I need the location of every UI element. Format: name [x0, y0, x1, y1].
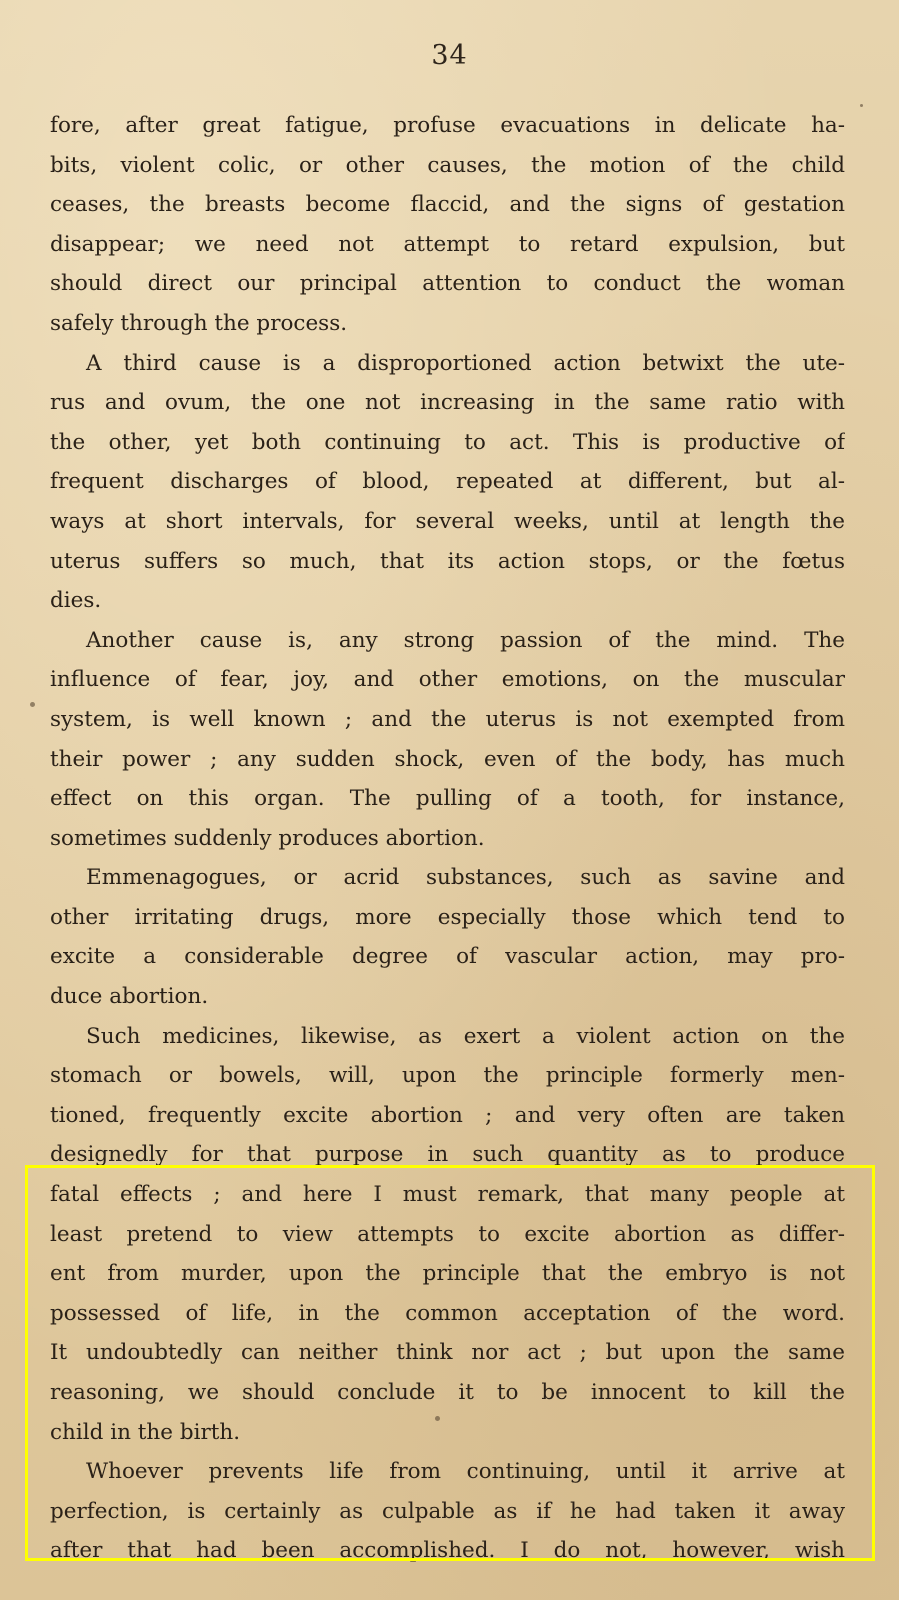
text-line: rus and ovum, the one not increasing in the same ratio with	[50, 390, 845, 416]
text-line: least pretend to view attempts to excite abortion as differ-	[50, 1221, 845, 1247]
text-line: stomach or bowels, will, upon the principle formerly men-	[50, 1063, 845, 1089]
text-line: ways at short intervals, for several weeks, until at length the	[50, 508, 845, 534]
paragraph-start-line: Such medicines, likewise, as exert a violent action on the	[86, 1023, 845, 1049]
text-line: the other, yet both continuing to act. This is productive of	[50, 429, 845, 455]
paragraph-start-line: Another cause is, any strong passion of the mind. The	[86, 627, 845, 653]
text-line: system, is well known ; and the uterus is not exempted from	[50, 706, 845, 732]
body-text	[50, 106, 845, 1571]
text-line: designedly for that purpose in such quantity as to produce	[50, 1142, 845, 1168]
text-line: after that had been accomplished. I do not, however, wish	[50, 1538, 845, 1564]
text-line: perfection, is certainly as culpable as if he had taken it away	[50, 1498, 845, 1524]
paragraph-start-line: A third cause is a disproportioned action betwixt the ute-	[86, 350, 845, 376]
text-line: tioned, frequently excite abortion ; and very often are taken	[50, 1102, 845, 1128]
text-line: ent from murder, upon the principle that the embryo is not	[50, 1261, 845, 1287]
text-line: sometimes suddenly produces abortion.	[50, 825, 485, 851]
ink-speck	[860, 104, 863, 107]
text-line: dies.	[50, 588, 102, 614]
text-line: should direct our principal attention to conduct the woman	[50, 271, 845, 297]
text-line: bits, violent colic, or other causes, the motion of the child	[50, 152, 845, 178]
ink-speck	[30, 702, 35, 707]
text-line: excite a considerable degree of vascular action, may pro-	[50, 944, 845, 970]
text-line: effect on this organ. The pulling of a tooth, for instance,	[50, 786, 845, 812]
text-line: fore, after great fatigue, profuse evacuations in delicate ha-	[50, 113, 845, 138]
ink-speck	[435, 1416, 440, 1421]
text-line: influence of fear, joy, and other emotions, on the muscular	[50, 667, 845, 693]
text-line: ceases, the breasts become flaccid, and the signs of gestation	[50, 192, 845, 218]
text-line: disappear; we need not attempt to retard expulsion, but	[50, 231, 845, 257]
text-line: fatal effects ; and here I must remark, that many people at	[50, 1182, 845, 1208]
text-line: possessed of life, in the common acceptation of the word.	[50, 1300, 845, 1326]
text-line: other irritating drugs, more especially those which tend to	[50, 904, 845, 930]
page-number: 34	[431, 40, 468, 71]
text-line: It undoubtedly can neither think nor act ; but upon the same	[50, 1340, 845, 1366]
text-line: uterus suffers so much, that its action stops, or the fœtus	[50, 548, 845, 574]
paragraph-start-line: Whoever prevents life from continuing, until it arrive at	[86, 1459, 845, 1485]
paragraph-start-line: Emmenagogues, or acrid substances, such as savine and	[86, 865, 845, 891]
text-line: frequent discharges of blood, repeated at different, but al-	[50, 469, 845, 495]
text-line: safely through the process.	[50, 310, 348, 336]
text-line: duce abortion.	[50, 984, 209, 1010]
text-line: their power ; any sudden shock, even of the body, has much	[50, 746, 845, 772]
text-line: reasoning, we should conclude it to be innocent to kill the	[50, 1380, 845, 1405]
text-line: child in the birth.	[50, 1419, 241, 1445]
